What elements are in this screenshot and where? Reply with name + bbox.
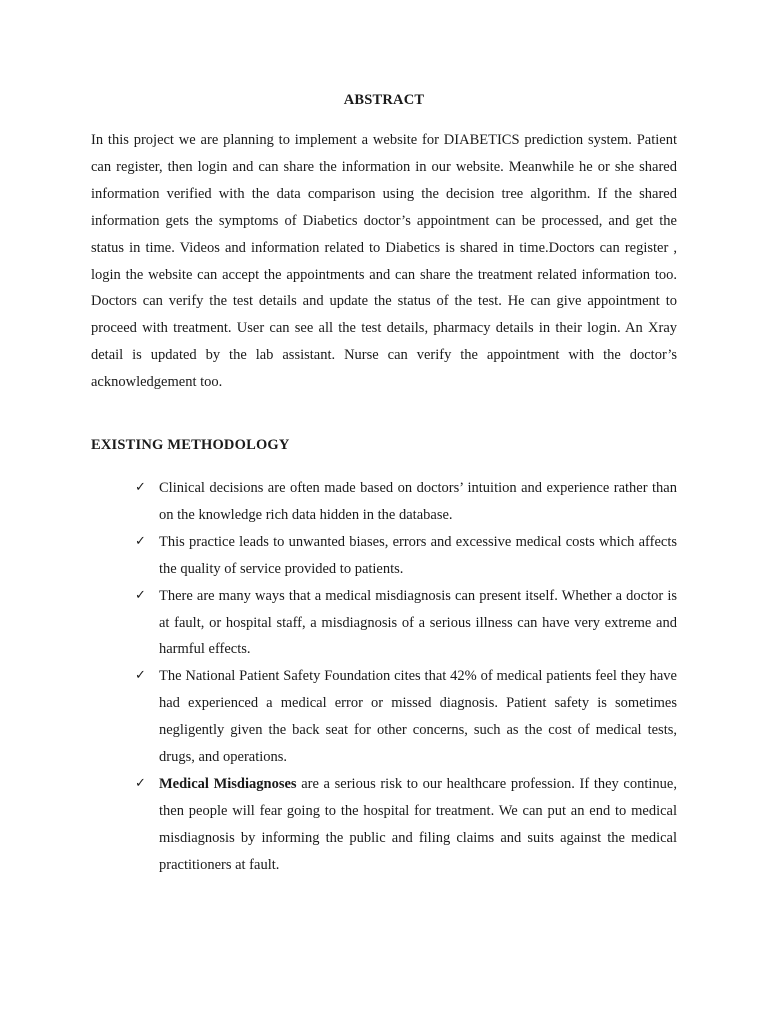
- methodology-bullet: [135, 475, 677, 529]
- bullet-text: The National Patient Safety Foundation cites that 42% of medical patients feel they have had experienced a medical error or missed diagnosis. Patient safety is sometimes negligently given the back seat for other concerns, such as the cost of medical tests, drugs, and operations.: [159, 668, 677, 766]
- checkmark-icon: ✓: [135, 533, 146, 549]
- bullet-text: This practice leads to unwanted biases, errors and excessive medical costs which affects the quality of service provided to patients.: [159, 533, 677, 577]
- methodology-bullet: [135, 529, 677, 583]
- methodology-bullet: [135, 663, 677, 771]
- checkmark-icon: ✓: [135, 587, 146, 603]
- bullet-bold-lead: Medical Misdiagnoses: [159, 775, 297, 792]
- existing-methodology-heading: EXISTING METHODOLOGY: [91, 437, 290, 453]
- bullet-text: are a serious risk to our healthcare profession. If they continue, then people will fear going to the hospital for treatment. We can put an end to medical misdiagnosis by informing the public and filing claims and suits against the medical practitioners at fault.: [159, 775, 677, 873]
- methodology-bullet: [135, 771, 677, 879]
- abstract-paragraph: In this project we are planning to implement a website for DIABETICS prediction system. Patient can register, then login and can share the information in our website. Meanwhile he or she shared information verified with the data comparison using the decision tree algorithm. If the shared information gets the symptoms of Diabetics doctor’s appointment can be processed, and get the status in time. Videos and information related to Diabetics is shared in time.Doctors can register , login the website can accept the appointments and can share the treatment related information too. Doctors can verify the test details and update the status of the test. He can give appointment to proceed with treatment. User can see all the test details, pharmacy details in their login. An Xray detail is updated by the lab assistant. Nurse can verify the appointment with the doctor’s acknowledgement too.: [91, 132, 677, 391]
- abstract-title: ABSTRACT: [343, 92, 425, 108]
- bullet-text: There are many ways that a medical misdiagnosis can present itself. Whether a doctor is at fault, or hospital staff, a misdiagnosis of a serious illness can have very extreme and harmful effects.: [159, 587, 677, 658]
- checkmark-icon: ✓: [135, 668, 146, 684]
- bullet-text: Clinical decisions are often made based on doctors’ intuition and experience rather than on the knowledge rich data hidden in the database.: [159, 480, 677, 523]
- checkmark-icon: ✓: [135, 775, 146, 791]
- methodology-bullet: [135, 583, 677, 664]
- methodology-bullet-list: [135, 475, 677, 879]
- checkmark-icon: ✓: [135, 480, 146, 495]
